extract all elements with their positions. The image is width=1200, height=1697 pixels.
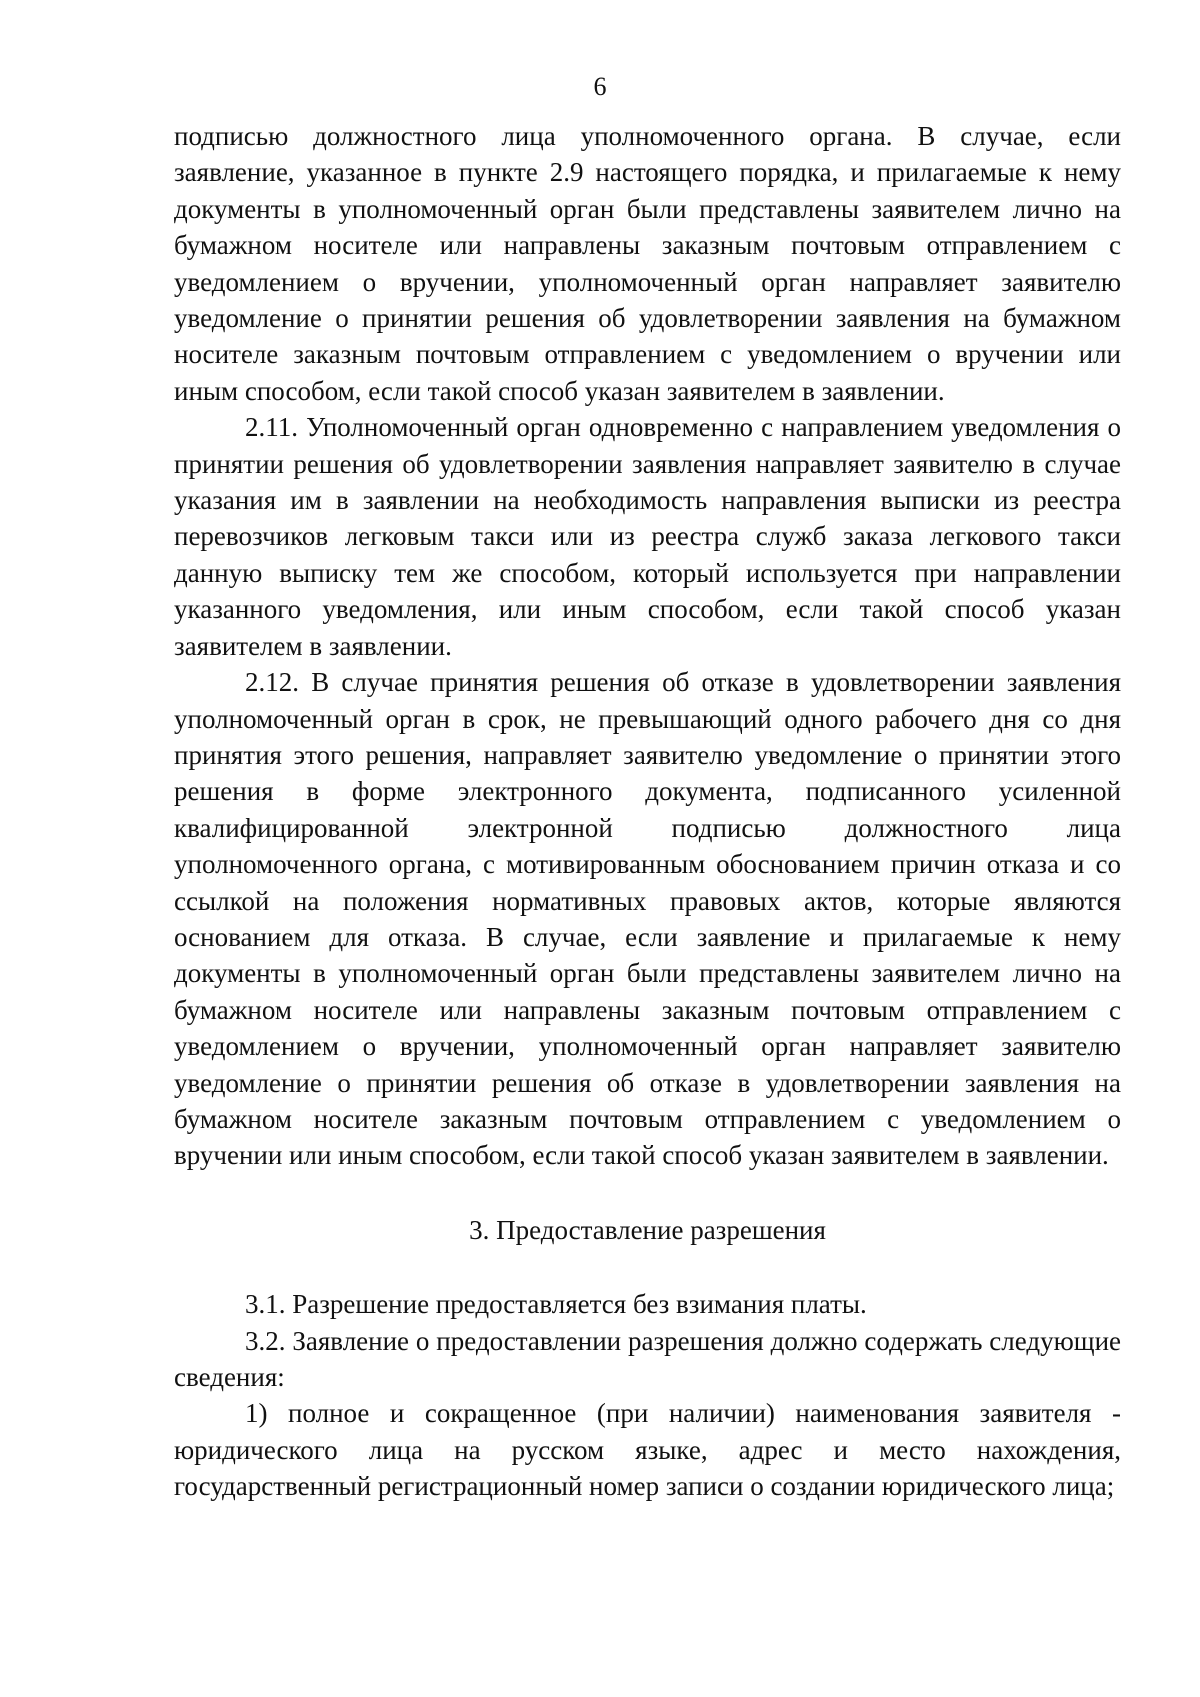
paragraph-2-12: 2.12. В случае принятия решения об отказе в удовлетворении заявления уполномоченный орган в срок, не превышающий одного рабочего дня со дня принятия этого решения, направляет заявителю уведомление о принятии этого решения в форме электронного документа, подписанного усиленной квалифицированной электронной подписью должностного лица уполномоченного органа, с мотивированным обоснованием причин отказа и со ссылкой на положения нормативных правовых актов, которые являются основанием для отказа. В случае, если заявление и прилагаемые к нему документы в уполномоченный орган были представлены заявителем лично на бумажном носителе или направлены заказным почтовым отправлением с уведомлением о вручении, уполномоченный орган направляет заявителю уведомление о принятии решения об отказе в удовлетворении заявления на бумажном носителе заказным почтовым отправлением с уведомлением о вручении или иным способом, если такой способ указан заявителем в заявлении.	[174, 667, 1121, 1171]
paragraph-continuation: подписью должностного лица уполномоченного органа. В случае, если заявление, указанное в пункте 2.9 настоящего порядка, и прилагаемые к нему документы в уполномоченный орган были представлены заявителем лично на бумажном носителе или направлены заказным почтовым отправлением с уведомлением о вручении, уполномоченный орган направляет заявителю уведомление о принятии решения об удовлетворении заявления на бумажном носителе заказным почтовым отправлением с уведомлением о вручении или иным способом, если такой способ указан заявителем в заявлении.	[174, 121, 1121, 406]
paragraph-3-2: 3.2. Заявление о предоставлении разрешения должно содержать следующие сведения:	[174, 1325, 1121, 1392]
section-heading-3: 3. Предоставление разрешения	[469, 1214, 826, 1245]
paragraph-2-11: 2.11. Уполномоченный орган одновременно с направлением уведомления о принятии решения об удовлетворении заявления направляет заявителю в случае указания им в заявлении на необходимость направления выписки из реестра перевозчиков легковым такси или из реестра служб заказа легкового такси данную выписку тем же способом, который используется при направлении указанного уведомления, или иным способом, если такой способ указан заявителем в заявлении.	[174, 412, 1121, 661]
paragraph-3-1: 3.1. Разрешение предоставляется без взимания платы.	[245, 1289, 867, 1320]
document-body	[174, 118, 1121, 1505]
page-number: 6	[593, 72, 607, 101]
paragraph-3-2-item-1: 1) полное и сокращенное (при наличии) наименования заявителя - юридического лица на русском языке, адрес и место нахождения, государственный регистрационный номер записи о создании юридического лица;	[174, 1398, 1121, 1502]
